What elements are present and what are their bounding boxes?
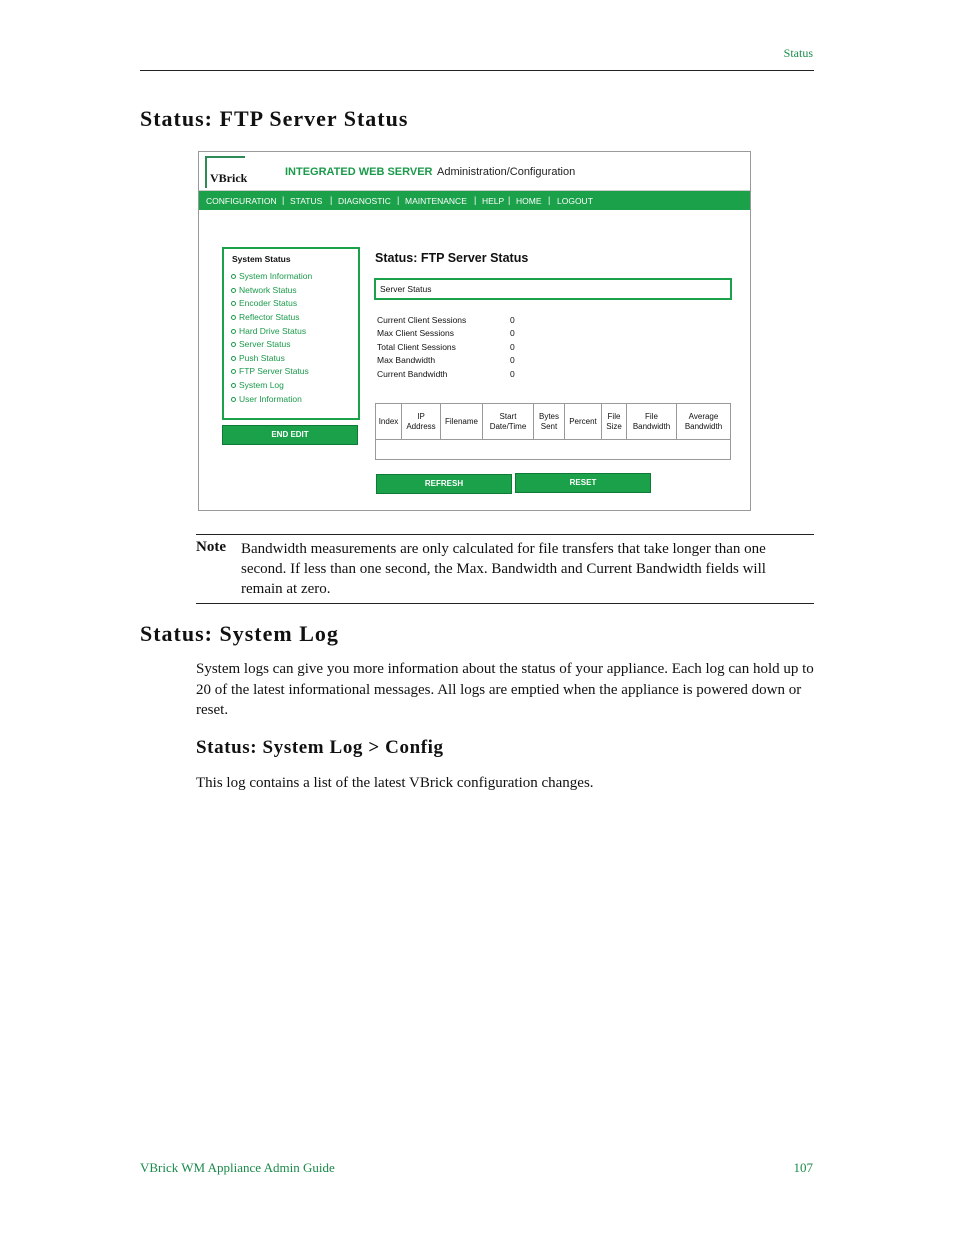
- vbrick-logo: [205, 156, 248, 188]
- nav-separator: |: [474, 195, 477, 205]
- bullet-icon: [231, 329, 236, 334]
- table-header-cell: Filename: [441, 404, 483, 439]
- table-header-cell: Average Bandwidth: [684, 411, 723, 431]
- table-header-cell: Start Date/Time: [483, 404, 534, 439]
- menu-item-label: System Information: [239, 271, 313, 281]
- nav-bar: [199, 191, 750, 210]
- menu-item-server-status[interactable]: [231, 339, 291, 349]
- menu-item-network-status[interactable]: [231, 285, 297, 295]
- ftp-status-screenshot: [198, 151, 751, 511]
- menu-title: System Status: [232, 254, 291, 264]
- table-header-cell: IP Address: [402, 404, 441, 439]
- bullet-icon: [231, 369, 236, 374]
- menu-item-label: Push Status: [239, 353, 285, 363]
- menu-item-label: System Log: [239, 380, 284, 390]
- system-status-menu: [222, 247, 360, 420]
- stat-value: 0: [510, 342, 515, 352]
- stat-label: Current Bandwidth: [377, 369, 448, 379]
- server-status-label: Server Status: [380, 284, 432, 294]
- menu-item-reflector-status[interactable]: [231, 312, 299, 322]
- menu-item-hard-drive-status[interactable]: [231, 326, 306, 336]
- menu-item-label: Encoder Status: [239, 298, 298, 308]
- stat-label: Total Client Sessions: [377, 342, 456, 352]
- table-header-cell: Percent: [565, 404, 602, 439]
- footer-doc-title: VBrick WM Appliance Admin Guide: [140, 1160, 335, 1175]
- reset-button[interactable]: RESET: [515, 473, 651, 493]
- section-heading-system-log: Status: System Log: [140, 621, 339, 646]
- menu-item-label: Hard Drive Status: [239, 326, 307, 336]
- nav-configuration[interactable]: CONFIGURATION: [206, 196, 277, 206]
- stat-value: 0: [510, 315, 515, 325]
- footer-page-number: 107: [793, 1160, 813, 1175]
- header-rule: [140, 70, 814, 71]
- system-log-paragraph: System logs can give you more information about the status of your appliance. Each log can hold up to 20 of the latest informational messages. All logs are emptied when the appliance is powered down or reset.: [196, 661, 814, 718]
- menu-item-ftp-server-status[interactable]: [231, 366, 309, 376]
- config-log-paragraph: This log contains a list of the latest VBrick configuration changes.: [196, 775, 594, 791]
- menu-item-system-log[interactable]: [231, 380, 284, 390]
- nav-diagnostic[interactable]: DIAGNOSTIC: [338, 196, 391, 206]
- nav-home[interactable]: HOME: [516, 196, 542, 206]
- menu-item-encoder-status[interactable]: [231, 298, 297, 308]
- screenshot-header: [199, 152, 750, 191]
- table-header-row: [376, 404, 730, 440]
- nav-separator: |: [282, 195, 285, 205]
- table-header-cell: File Size: [602, 404, 627, 439]
- nav-separator: |: [548, 195, 551, 205]
- ftp-sessions-table: [375, 403, 731, 460]
- menu-item-user-information[interactable]: [231, 394, 302, 404]
- menu-item-push-status[interactable]: [231, 353, 285, 363]
- stat-label: Max Client Sessions: [377, 328, 455, 338]
- menu-item-label: Network Status: [239, 285, 297, 295]
- stat-label: Max Bandwidth: [377, 355, 436, 365]
- note-label: Note: [196, 539, 226, 555]
- table-header-cell: Bytes Sent: [534, 404, 565, 439]
- nav-separator: |: [330, 195, 333, 205]
- stat-label: Current Client Sessions: [377, 315, 467, 325]
- server-status-panel: [374, 278, 732, 300]
- menu-item-label: Server Status: [239, 339, 291, 349]
- stat-value: 0: [510, 355, 515, 365]
- menu-item-label: Reflector Status: [239, 312, 300, 322]
- bullet-icon: [231, 301, 236, 306]
- end-edit-button[interactable]: END EDIT: [222, 425, 358, 445]
- nav-maintenance[interactable]: MAINTENANCE: [405, 196, 467, 206]
- nav-separator: |: [508, 195, 511, 205]
- bullet-icon: [231, 288, 236, 293]
- running-header-section: Status: [783, 46, 813, 60]
- bullet-icon: [231, 356, 236, 361]
- refresh-button[interactable]: REFRESH: [376, 474, 512, 494]
- note-text: Bandwidth measurements are only calculated for file transfers that take longer than one second. If less than one second, the Max. Bandwidth and Current Bandwidth fields will remain at zero.: [241, 541, 766, 597]
- product-subtitle: Administration/Configuration: [437, 166, 576, 178]
- stat-value: 0: [510, 369, 515, 379]
- menu-item-system-information[interactable]: [231, 271, 312, 281]
- table-header-cell: Index: [376, 404, 402, 439]
- product-name: INTEGRATED WEB SERVER: [285, 166, 433, 178]
- nav-help[interactable]: HELP: [482, 196, 505, 206]
- bullet-icon: [231, 342, 236, 347]
- bullet-icon: [231, 274, 236, 279]
- nav-logout[interactable]: LOGOUT: [557, 196, 593, 206]
- logo-text: VBrick: [210, 171, 248, 185]
- menu-item-label: FTP Server Status: [239, 366, 309, 376]
- bullet-icon: [231, 383, 236, 388]
- bullet-icon: [231, 315, 236, 320]
- status-page-title: Status: FTP Server Status: [375, 251, 529, 265]
- note-bottom-rule: [196, 603, 814, 604]
- subsection-heading-config: Status: System Log > Config: [196, 737, 444, 758]
- menu-item-label: User Information: [239, 394, 302, 404]
- table-header-cell: File Bandwidth: [627, 404, 677, 439]
- nav-separator: |: [397, 195, 400, 205]
- note-top-rule: [196, 534, 814, 535]
- stat-value: 0: [510, 328, 515, 338]
- bullet-icon: [231, 397, 236, 402]
- section-heading-ftp-status: Status: FTP Server Status: [140, 106, 409, 131]
- nav-status[interactable]: STATUS: [290, 196, 323, 206]
